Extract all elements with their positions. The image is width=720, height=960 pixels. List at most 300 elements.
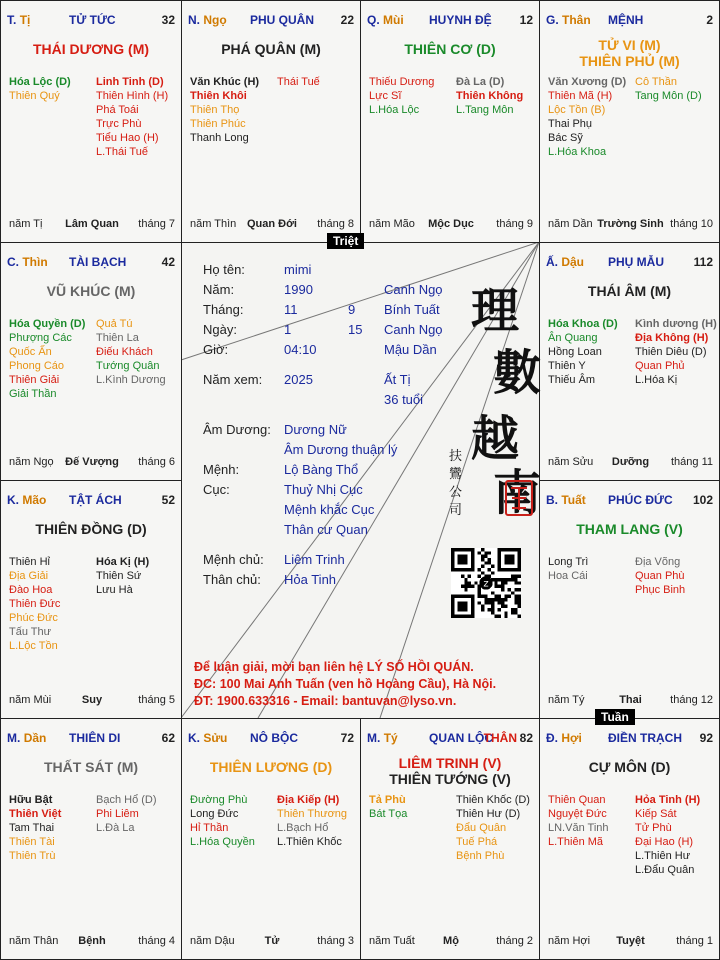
minor-star: Thiên Đức — [9, 598, 61, 610]
minor-star: Văn Khúc (H) — [190, 76, 260, 88]
minor-stars-right — [635, 555, 685, 597]
palace-month: tháng 4 — [138, 935, 175, 947]
palace-stage: Tuyệt — [616, 935, 645, 947]
center-panel — [181, 242, 542, 718]
body-palace-tag: THÂN — [483, 731, 517, 745]
palace-footer — [190, 935, 354, 949]
minor-stars-left — [9, 75, 71, 103]
minor-star: Nguyệt Đức — [548, 808, 607, 820]
palace-cell-mao[interactable] — [0, 480, 182, 719]
minor-star: Phá Toái — [96, 104, 139, 116]
palace-age-number: 52 — [161, 493, 175, 507]
major-star: THIÊN TƯỚNG (V) — [389, 771, 511, 787]
label-than-chu: Thân chủ: — [203, 572, 261, 587]
stem-label: M. — [367, 731, 381, 745]
palace-stem-branch — [367, 13, 404, 27]
palace-stage: Suy — [81, 694, 103, 706]
minor-star: Thiếu Âm — [548, 374, 596, 386]
value-month-can: Bính Tuất — [384, 302, 440, 317]
minor-star: L.Hóa Quyền — [190, 836, 255, 848]
minor-star: Hóa Lộc (D) — [9, 76, 71, 88]
minor-star: Thiên Phúc — [190, 118, 246, 130]
palace-year: năm Tuất — [369, 935, 415, 947]
minor-star: L.Hóa Kị — [635, 374, 678, 386]
palace-footer — [548, 694, 713, 708]
palace-month: tháng 11 — [670, 456, 713, 468]
value-year: 1990 — [284, 282, 313, 297]
palace-footer — [9, 456, 175, 470]
palace-footer — [9, 694, 175, 708]
minor-star: Thiếu Dương — [369, 76, 435, 88]
minor-star: Thiên Y — [548, 360, 586, 372]
minor-star: Địa Võng — [635, 556, 681, 568]
label-menh: Mệnh: — [203, 462, 240, 477]
palace-footer — [548, 935, 713, 949]
palace-age-number: 82 — [519, 731, 533, 745]
palace-month: tháng 8 — [317, 218, 354, 230]
palace-year: năm Mão — [369, 218, 415, 230]
minor-star: Thiên Giải — [9, 374, 60, 386]
palace-name: PHỤ MẪU — [608, 255, 664, 269]
value-age: 36 tuổi — [384, 392, 424, 407]
label-cuc: Cục: — [203, 482, 230, 497]
palace-month: tháng 2 — [496, 935, 533, 947]
minor-star: Đẩu Quân — [456, 822, 507, 834]
stem-label: M. — [7, 731, 21, 745]
minor-star: Bác Sỹ — [548, 132, 583, 144]
palace-cell-hoi[interactable] — [539, 718, 720, 960]
major-star: THIÊN ĐỒNG (D) — [35, 521, 147, 537]
minor-stars-left — [369, 75, 434, 117]
minor-stars-right — [277, 793, 347, 849]
palace-year: năm Thìn — [190, 218, 237, 230]
label-month: Tháng: — [203, 302, 244, 317]
palace-year: năm Thân — [9, 935, 59, 947]
minor-star: Thiên Khôi — [190, 90, 247, 102]
value-cuc-note2: Thân cư Quan — [284, 522, 368, 537]
palace-age-number: 2 — [706, 13, 713, 27]
palace-footer — [190, 218, 354, 232]
red-seal-stamp — [505, 480, 533, 516]
minor-star: Quan Phủ — [635, 360, 685, 372]
palace-name: TẬT ÁCH — [69, 493, 122, 507]
branch-label: Thân — [562, 13, 591, 27]
branch-label: Ngọ — [203, 13, 227, 27]
label-menh-chu: Mệnh chủ: — [203, 552, 264, 567]
palace-name: TÀI BẠCH — [69, 255, 127, 269]
minor-star: Tang Môn (D) — [635, 90, 702, 102]
value-day-lunar: 15 — [348, 322, 363, 337]
minor-stars-right — [635, 317, 717, 387]
palace-header — [367, 13, 533, 29]
minor-star: Thai Phụ — [548, 118, 593, 130]
minor-star: Thiên Khốc (D) — [456, 794, 530, 806]
minor-star: Long Đức — [190, 808, 239, 820]
palace-name: MỆNH — [608, 13, 644, 27]
palace-header — [546, 493, 713, 509]
palace-stage: Quan Đới — [247, 218, 297, 230]
palace-age-number: 32 — [161, 13, 175, 27]
stem-label: G. — [546, 13, 559, 27]
minor-star: L.Thiên Khốc — [277, 836, 342, 848]
stem-label: N. — [188, 13, 200, 27]
qr-code[interactable] — [451, 548, 521, 618]
palace-stem-branch — [546, 255, 584, 269]
minor-stars-right — [96, 317, 166, 387]
calligraphy-char: 數 — [493, 345, 542, 401]
palace-header — [546, 13, 713, 29]
palace-name: PHÚC ĐỨC — [608, 493, 673, 507]
value-day-can: Canh Ngọ — [384, 322, 443, 337]
minor-star: Thiên Trù — [9, 850, 56, 862]
minor-stars-left — [548, 317, 618, 387]
minor-stars-right — [277, 75, 320, 89]
palace-stage: Bệnh — [78, 935, 106, 947]
minor-star: Tả Phù — [369, 794, 406, 806]
major-star: THIÊN CƠ (D) — [404, 41, 496, 57]
palace-stage: Mộ — [443, 935, 459, 947]
minor-star: Thiên Hỉ — [9, 556, 50, 568]
palace-year: năm Ngọ — [9, 456, 54, 468]
palace-year: năm Tý — [548, 694, 585, 706]
minor-star: Trực Phù — [96, 118, 142, 130]
minor-star: Hỏa Tinh (H) — [635, 794, 701, 806]
palace-cell-ti[interactable] — [0, 0, 182, 243]
minor-star: Tam Thai — [9, 822, 55, 834]
minor-star: Quốc Ấn — [9, 346, 52, 358]
minor-star: Long Trì — [548, 556, 589, 568]
calligraphy-char: 理 — [471, 283, 520, 339]
palace-header — [7, 493, 175, 509]
value-menh: Lộ Bàng Thổ — [284, 462, 359, 477]
palace-stage: Thai — [619, 694, 642, 706]
minor-star: Đại Hao (H) — [635, 836, 694, 848]
palace-header — [546, 731, 713, 747]
minor-star: Địa Giải — [9, 570, 49, 582]
minor-stars-right — [456, 75, 523, 117]
minor-star: Cô Thần — [635, 76, 677, 88]
triet-tag: Triệt — [327, 233, 364, 249]
minor-star: L.Thiên Hư — [635, 850, 691, 862]
palace-name: THIÊN DI — [69, 731, 121, 745]
minor-star: Thiên Thọ — [190, 104, 240, 116]
minor-stars-left — [9, 317, 85, 401]
major-star: THÁI DƯƠNG (M) — [32, 41, 150, 57]
minor-stars-left — [190, 793, 255, 849]
minor-star: Địa Kiếp (H) — [277, 794, 340, 806]
major-star: TỬ VI (M) — [598, 37, 661, 53]
minor-star: Phong Cáo — [9, 360, 65, 372]
palace-stem-branch — [546, 493, 586, 507]
minor-star: Tử Phù — [635, 822, 672, 834]
minor-star: Phục Binh — [635, 584, 686, 596]
palace-stem-branch — [7, 493, 46, 507]
minor-star: Thiên Mã (H) — [548, 90, 613, 102]
value-month-lunar: 9 — [348, 302, 356, 317]
major-star: THAM LANG (V) — [576, 521, 683, 537]
stem-label: T. — [7, 13, 17, 27]
value-cuc-note: Mệnh khắc Cục — [284, 502, 375, 517]
minor-stars-right — [456, 793, 530, 863]
branch-label: Mùi — [383, 13, 404, 27]
branch-label: Tý — [383, 731, 398, 745]
minor-star: Phúc Đức — [9, 612, 58, 624]
palace-name: PHU QUÂN — [250, 13, 315, 27]
palace-name: HUYNH ĐỆ — [429, 13, 492, 27]
label-view-year: Năm xem: — [203, 372, 263, 387]
palace-cell-tuat[interactable] — [539, 480, 720, 719]
branch-label: Sửu — [203, 731, 228, 745]
minor-star: L.Lộc Tồn — [9, 640, 58, 652]
branch-label: Dậu — [561, 255, 585, 269]
contact-line: Để luận giải, mời bạn liên hệ LÝ SỐ HỒI QUÁN. — [194, 660, 474, 674]
palace-stage: Dưỡng — [611, 456, 650, 468]
palace-age-number: 112 — [693, 255, 713, 269]
stem-label: K. — [188, 731, 200, 745]
stem-label: B. — [546, 493, 558, 507]
value-day: 1 — [284, 322, 292, 337]
palace-age-number: 62 — [161, 731, 175, 745]
minor-star: L.Tang Môn — [456, 104, 514, 116]
palace-footer — [9, 218, 175, 232]
palace-stem-branch — [7, 731, 46, 745]
minor-star: Thiên Diêu (D) — [635, 346, 707, 358]
palace-stem-branch — [546, 731, 582, 745]
value-than-chu: Hỏa Tinh — [284, 572, 337, 587]
minor-star: Phượng Các — [9, 332, 72, 344]
minor-stars-right — [96, 75, 168, 159]
palace-header — [7, 731, 175, 747]
minor-star: Lực Sĩ — [369, 90, 402, 102]
minor-star: Thiên Việt — [9, 808, 62, 820]
palace-year: năm Dậu — [190, 935, 235, 947]
minor-star: Hóa Khoa (D) — [548, 318, 618, 330]
palace-stem-branch — [188, 731, 227, 745]
palace-footer — [369, 935, 533, 949]
minor-stars-right — [96, 793, 157, 835]
minor-star: Thiên Thương — [277, 808, 348, 820]
contact-line: ĐC: 100 Mai Anh Tuấn (ven hồ Hoàng Cầu), Hà Nội. — [194, 677, 497, 691]
contact-line: ĐT: 1900.633316 - Email: bantuvan@lyso.vn. — [194, 694, 457, 708]
palace-header — [7, 255, 175, 271]
value-am-duong: Dương Nữ — [284, 422, 347, 437]
minor-star: Văn Xương (D) — [548, 76, 627, 88]
minor-star: Địa Không (H) — [635, 332, 709, 344]
palace-cell-thin[interactable] — [0, 242, 182, 481]
label-name: Họ tên: — [203, 262, 245, 277]
minor-star: Giải Thần — [9, 388, 57, 400]
minor-star: L.Hóa Lộc — [369, 104, 420, 116]
palace-year: năm Tị — [9, 218, 43, 230]
palace-cell-than[interactable] — [539, 0, 720, 243]
minor-star: Hồng Loan — [548, 346, 602, 358]
minor-star: Hữu Bật — [9, 794, 53, 806]
tuan-tag: Tuần — [595, 709, 635, 725]
minor-star: Ân Quang — [548, 332, 598, 344]
palace-stem-branch — [7, 13, 30, 27]
minor-star: Đường Phù — [190, 794, 248, 806]
minor-stars-left — [9, 555, 60, 653]
minor-star: Tấu Thư — [9, 626, 52, 638]
minor-stars-left — [548, 555, 588, 583]
minor-star: L.Hóa Khoa — [548, 146, 607, 158]
calligraphy-char: 南 — [493, 465, 542, 521]
palace-stem-branch — [7, 255, 48, 269]
minor-star: L.Thái Tuế — [96, 146, 148, 158]
label-day: Ngày: — [203, 322, 237, 337]
label-year: Năm: — [203, 282, 235, 297]
value-cuc: Thuỷ Nhị Cục — [284, 482, 363, 497]
palace-cell-ngo[interactable] — [181, 0, 361, 243]
palace-year: năm Sửu — [548, 456, 594, 468]
minor-star: Thiên Hư (D) — [456, 808, 521, 820]
major-star: THIÊN PHỦ (M) — [579, 53, 680, 69]
palace-cell-ty[interactable] — [360, 718, 540, 960]
palace-footer — [9, 935, 175, 949]
palace-stage: Đế Vượng — [65, 456, 119, 468]
palace-stage: Tử — [264, 935, 280, 947]
palace-stem-branch — [546, 13, 591, 27]
palace-age-number: 22 — [340, 13, 354, 27]
palace-cell-suu[interactable] — [181, 718, 361, 960]
minor-stars-left — [9, 793, 61, 863]
palace-month: tháng 10 — [670, 218, 713, 230]
palace-cell-mui[interactable] — [360, 0, 540, 243]
minor-star: Thiên Quan — [548, 794, 606, 806]
minor-star: Kình dương (H) — [635, 318, 717, 330]
palace-year: năm Dần — [548, 218, 593, 230]
branch-label: Hợi — [561, 731, 582, 745]
minor-star: Đà La (D) — [456, 76, 505, 88]
palace-stage: Mộc Dục — [428, 218, 474, 230]
minor-star: Quan Phù — [635, 570, 685, 582]
palace-cell-dan[interactable] — [0, 718, 182, 960]
palace-stem-branch — [367, 731, 398, 745]
minor-star: Tướng Quân — [96, 360, 160, 372]
palace-year: năm Mùi — [9, 694, 52, 706]
major-star: CỰ MÔN (D) — [588, 759, 671, 775]
palace-cell-dau[interactable] — [539, 242, 720, 481]
palace-month: tháng 3 — [317, 935, 354, 947]
label-hour: Giờ: — [203, 342, 229, 357]
value-hour-can: Mậu Dần — [384, 342, 437, 357]
minor-star: L.Thiên Mã — [548, 836, 604, 848]
palace-month: tháng 1 — [676, 935, 713, 947]
palace-age-number: 12 — [519, 13, 533, 27]
palace-name: NÔ BỘC — [250, 731, 298, 745]
stem-label: K. — [7, 493, 19, 507]
palace-name: ĐIỀN TRẠCH — [608, 731, 682, 745]
minor-star: Tuế Phá — [456, 836, 498, 848]
palace-age-number: 92 — [699, 731, 713, 745]
stem-label: C. — [7, 255, 19, 269]
branch-label: Mão — [22, 493, 47, 507]
minor-star: L.Kình Dương — [96, 374, 166, 386]
major-star: VŨ KHÚC (M) — [46, 283, 136, 299]
minor-star: L.Đà La — [96, 822, 135, 834]
minor-star: L.Bạch Hổ — [277, 822, 329, 834]
minor-star: Thiên Sứ — [96, 570, 142, 582]
palace-header — [7, 13, 175, 29]
palace-footer — [369, 218, 533, 232]
minor-star: Bát Tọa — [369, 808, 408, 820]
minor-star: Phi Liêm — [96, 808, 139, 820]
major-star: THÁI ÂM (M) — [587, 283, 672, 299]
minor-star: Quả Tú — [96, 318, 133, 330]
minor-star: Thiên Tài — [9, 836, 55, 848]
palace-month: tháng 9 — [496, 218, 533, 230]
minor-stars-right — [635, 793, 700, 877]
minor-star: Thái Tuế — [277, 76, 320, 88]
value-hour: 04:10 — [284, 342, 317, 357]
branch-label: Tị — [19, 13, 31, 27]
palace-footer — [548, 456, 713, 470]
minor-stars-left — [548, 793, 609, 849]
palace-month: tháng 12 — [670, 694, 713, 706]
palace-month: tháng 6 — [138, 456, 175, 468]
minor-star: Bạch Hổ (D) — [96, 794, 157, 806]
minor-star: Linh Tinh (D) — [96, 76, 164, 88]
minor-stars-right — [635, 75, 702, 103]
svg-text:z: z — [483, 578, 489, 590]
minor-star: Kiếp Sát — [635, 808, 677, 820]
minor-stars-left — [548, 75, 626, 159]
palace-stage: Trường Sinh — [597, 218, 664, 230]
minor-star: Bệnh Phù — [456, 850, 505, 862]
stem-label: Ấ. — [546, 255, 558, 269]
stem-label: Đ. — [546, 731, 558, 745]
minor-star: Thiên Hình (H) — [96, 90, 169, 102]
minor-star: Thiên La — [96, 332, 139, 344]
value-name: mimi — [284, 262, 312, 277]
minor-star: Hóa Quyền (D) — [9, 318, 86, 330]
qr-code-icon — [451, 548, 521, 618]
branch-label: Thìn — [22, 255, 48, 269]
value-month: 11 — [284, 302, 298, 317]
branch-label: Dần — [23, 731, 47, 745]
palace-age-number: 102 — [692, 493, 713, 507]
minor-star: Hỉ Thần — [190, 822, 229, 834]
palace-header — [546, 255, 713, 271]
minor-stars-left — [190, 75, 259, 145]
minor-star: Hóa Kị (H) — [96, 556, 150, 568]
minor-star: Tiểu Hao (H) — [96, 132, 159, 144]
minor-star: Đào Hoa — [9, 584, 53, 596]
palace-header — [367, 731, 533, 747]
palace-age-number: 72 — [340, 731, 354, 745]
calligraphy-char: 越 — [471, 411, 520, 467]
minor-stars-right — [96, 555, 149, 597]
palace-header — [188, 731, 354, 747]
label-am-duong: Âm Dương: — [203, 422, 271, 437]
branch-label: Tuất — [561, 493, 586, 507]
palace-stem-branch — [188, 13, 227, 27]
value-year-can: Canh Ngọ — [384, 282, 443, 297]
palace-month: tháng 7 — [138, 218, 175, 230]
minor-stars-left — [369, 793, 407, 821]
minor-star: Thiên Quý — [9, 90, 60, 102]
major-star: PHÁ QUÂN (M) — [221, 41, 321, 57]
palace-header — [188, 13, 354, 29]
value-view-year: 2025 — [284, 372, 313, 387]
major-star: LIÊM TRINH (V) — [398, 755, 502, 771]
value-menh-chu: Liêm Trinh — [284, 552, 345, 567]
palace-year: năm Hợi — [548, 935, 591, 947]
palace-age-number: 42 — [161, 255, 175, 269]
minor-star: LN.Văn Tinh — [548, 822, 609, 834]
minor-star: Lộc Tồn (B) — [548, 104, 606, 116]
palace-name: TỬ TỨC — [69, 13, 116, 27]
